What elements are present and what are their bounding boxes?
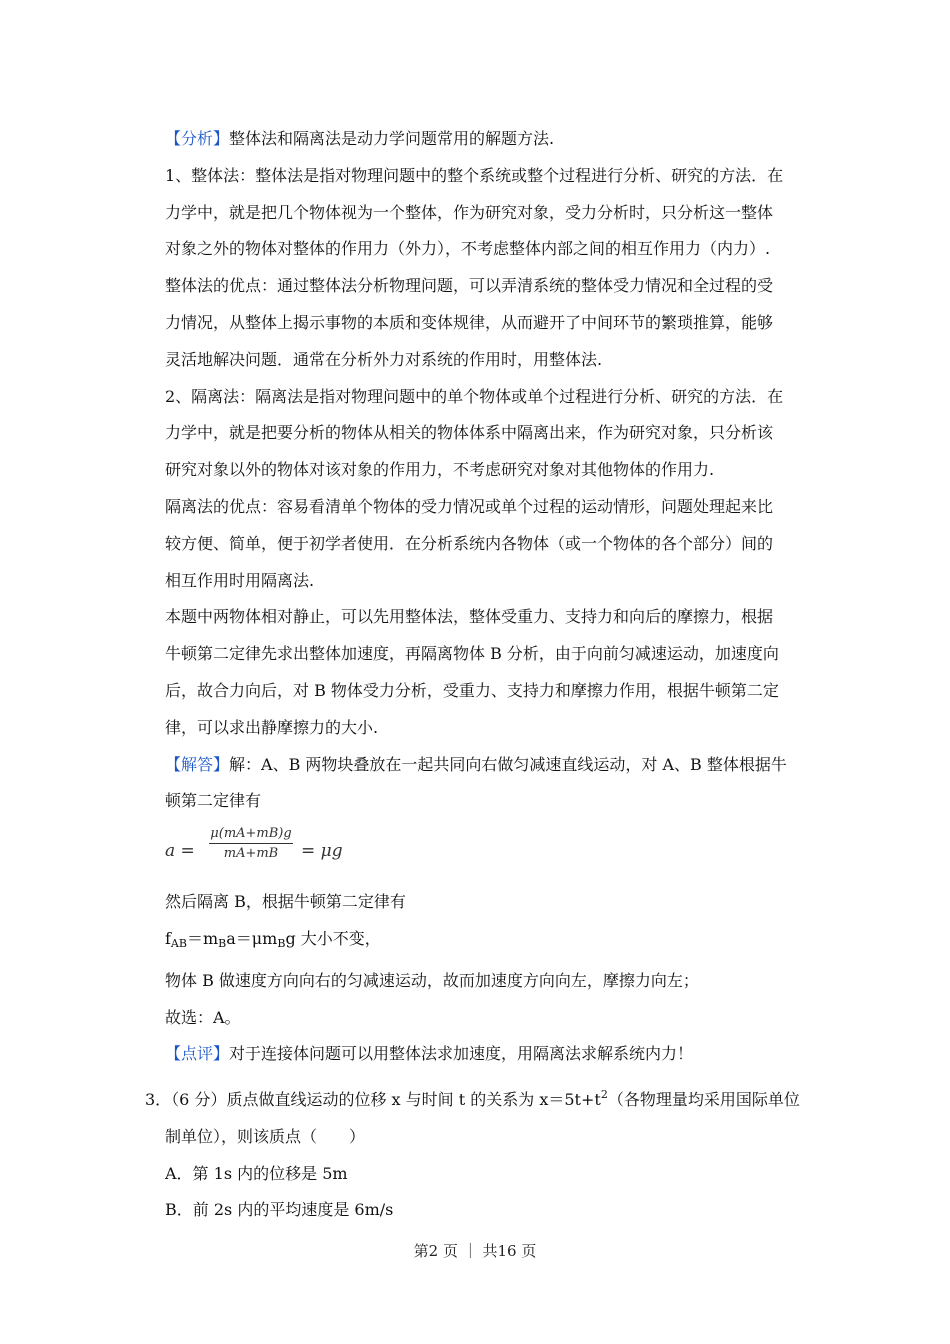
answer-content: [165, 121, 815, 1073]
formula-lhs: a =: [165, 841, 195, 862]
solution-line: [165, 747, 815, 784]
analysis-line: 整体法的优点：通过整体法分析物理问题，可以弄清系统的整体受力情况和全过程的受: [165, 276, 774, 296]
solution-text: 解：A、B 两物块叠放在一起共同向右做匀减速直线运动，对 A、B 整体根据牛: [229, 754, 787, 774]
analysis-line: 力学中，就是把几个物体视为一个整体，作为研究对象，受力分析时，只分析这一整体: [165, 202, 774, 222]
analysis-line: 后，故合力向后，对 B 物体受力分析，受重力、支持力和摩擦力作用，根据牛顿第二定: [165, 680, 779, 700]
question-stem-prefix: 3．（6 分）质点做直线运动的位移 x 与时间 t 的关系为 x＝5t+t: [145, 1090, 601, 1109]
formula-fraction: [207, 826, 295, 861]
eq-part1: ＝m: [186, 928, 219, 948]
solution-line: 顿第二定律有: [165, 791, 262, 811]
option-a: A．第 1s 内的位移是 5m: [165, 1163, 348, 1183]
analysis-line: 相互作用时用隔离法.: [165, 570, 315, 590]
comment-text: 对于连接体问题可以用整体法求加速度，用隔离法求解系统内力！: [229, 1044, 694, 1064]
formula-numerator: μ(mA+mB)g: [210, 826, 292, 842]
analysis-line: 本题中两物体相对静止，可以先用整体法，整体受重力、支持力和向后的摩擦力，根据: [165, 607, 774, 627]
option-b: B．前 2s 内的平均速度是 6m/s: [165, 1200, 394, 1220]
analysis-line: 2、隔离法：隔离法是指对物理问题中的单个物体或单个过程进行分析、研究的方法．在: [165, 386, 784, 406]
analysis-line: [165, 121, 815, 158]
page-footer: 第2 页 ｜ 共16 页: [413, 1242, 537, 1260]
analysis-line: 对象之外的物体对整体的作用力（外力），不考虑整体内部之间的相互作用力（内力）.: [165, 239, 771, 259]
eq-part2: a＝μm: [226, 928, 278, 948]
question-stem-sup: 2: [600, 1088, 608, 1101]
comment-tag: 【点评】: [165, 1044, 230, 1064]
analysis-line: 隔离法的优点：容易看清单个物体的受力情况或单个过程的运动情形，问题处理起来比: [165, 496, 774, 516]
analysis-line: 牛顿第二定律先求出整体加速度，再隔离物体 B 分析，由于向前匀减速运动，加速度向: [165, 644, 779, 664]
eq-f-sub: AB: [170, 936, 187, 950]
question-stem-suffix: （各物理量均采用国际单位: [607, 1090, 800, 1109]
analysis-line: 研究对象以外的物体对该对象的作用力，不考虑研究对象对其他物体的作用力.: [165, 460, 715, 480]
question-stem-line: [145, 1077, 815, 1119]
friction-equation: [165, 921, 815, 963]
analysis-line: 较方便、简单，便于初学者使用．在分析系统内各物体（或一个物体的各个部分）间的: [165, 533, 774, 553]
analysis-line: 力学中，就是把要分析的物体从相关的物体体系中隔离出来，作为研究对象，只分析该: [165, 423, 774, 443]
formula-denominator: mA+mB: [223, 846, 279, 862]
eq-f: f: [165, 928, 171, 948]
analysis-text: 整体法和隔离法是动力学问题常用的解题方法.: [229, 129, 555, 148]
solution-tag: 【解答】: [165, 754, 230, 774]
eq-m-sub: B: [218, 936, 227, 950]
eq-tail: g 大小不变，: [285, 928, 381, 948]
eq-m-sub2: B: [277, 936, 286, 950]
solution-line: 故选：A。: [165, 1007, 241, 1027]
formula-rhs: = μg: [301, 841, 343, 862]
comment-line: [165, 1036, 815, 1073]
solution-line: 然后隔离 B，根据牛顿第二定律有: [165, 892, 406, 912]
analysis-line: 律，可以求出静摩擦力的大小.: [165, 717, 379, 737]
analysis-line: 1、整体法：整体法是指对物理问题中的整个系统或整个过程进行分析、研究的方法．在: [165, 165, 784, 185]
acceleration-formula: [165, 824, 815, 882]
analysis-line: 灵活地解决问题．通常在分析外力对系统的作用时，用整体法.: [165, 349, 603, 369]
analysis-tag: 【分析】: [165, 129, 230, 148]
question-3: [145, 1077, 815, 1229]
solution-line: 物体 B 做速度方向向右的匀减速运动，故而加速度方向向左，摩擦力向左；: [165, 970, 699, 990]
analysis-line: 力情况，从整体上揭示事物的本质和变体规律，从而避开了中间环节的繁琐推算，能够: [165, 312, 774, 332]
question-stem-line: 制单位），则该质点（ ）: [165, 1126, 366, 1146]
